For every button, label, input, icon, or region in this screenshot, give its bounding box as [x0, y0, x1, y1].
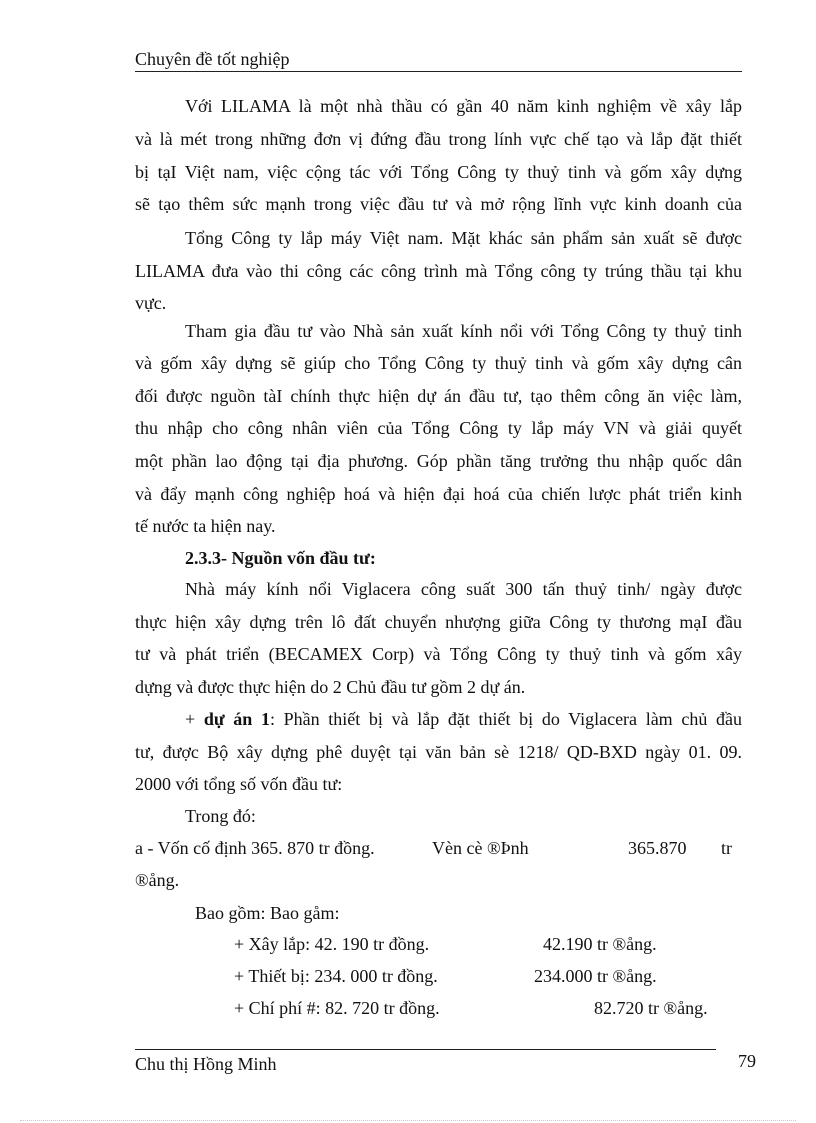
paragraph-line: và là mét trong những đơn vị đứng đầu trong lính vực chế tạo và lắp đặt thiết [135, 129, 742, 149]
fixed-capital-unit: tr [721, 838, 732, 858]
paragraph-line: Tổng Công ty lắp máy Việt nam. Mặt khác sản phẩm sản xuất sẽ được [185, 228, 742, 248]
paragraph-line: Nhà máy kính nổi Viglacera công suất 300 tấn thuỷ tinh/ ngày được [185, 579, 742, 599]
footer-author: Chu thị Hồng Minh [135, 1054, 277, 1074]
header-rule [135, 71, 742, 72]
page-edge-divider [20, 1120, 796, 1121]
paragraph-line: dựng và được thực hiện do 2 Chủ đầu tư gồm 2 dự án. [135, 677, 526, 697]
paragraph-line: đối được nguồn tàI chính thực hiện dự án đầu tư, tạo thêm công ăn việc làm, [135, 386, 742, 406]
trong-do-label: Trong đó: [185, 806, 256, 826]
paragraph-line: Với LILAMA là một nhà thầu có gần 40 năm kinh nghiệm về xây lắp [185, 96, 742, 116]
paragraph-line: và đẩy mạnh công nghiệp hoá và hiện đại hoá của chiến lược phát triển kinh [135, 484, 742, 504]
paragraph-line: thực hiện xây dựng trên lô đất chuyển nhượng giữa Công ty thương mạI đầu [135, 612, 742, 632]
paragraph-line: thu nhập cho công nhân viên của Tổng Công ty lắp máy VN và giải quyết [135, 418, 742, 438]
paragraph-line: tư, được Bộ xây dựng phê duyệt tại văn bản sè 1218/ QD-BXD ngày 01. 09. [135, 742, 742, 762]
page-header-title: Chuyên đề tốt nghiệp [135, 49, 290, 69]
paragraph-line: sẽ tạo thêm sức mạnh trong việc đầu tư và mở rộng lĩnh vực kinh doanh của [135, 194, 742, 214]
fixed-capital-garbled: Vèn cè ®Þnh [432, 838, 529, 858]
paragraph-line: LILAMA đưa vào thi công các công trình mà Tổng công ty trúng thầu tại khu [135, 261, 742, 281]
item-label: + Xây lắp: 42. 190 tr đồng. [234, 934, 430, 954]
project-label: dự án 1 [203, 709, 270, 729]
paragraph-line: vực. [135, 293, 167, 313]
project-line [185, 709, 742, 730]
fixed-capital-unit-cont: ®ång. [135, 870, 180, 890]
project-prefix: + [185, 709, 204, 729]
item-duplicate: 42.190 tr ®ång. [543, 934, 657, 954]
paragraph-line: và gốm xây dựng sẽ giúp cho Tổng Công ty thuỷ tinh và gốm xây dựng cân [135, 353, 742, 373]
project-desc: : Phần thiết bị và lắp đặt thiết bị do Viglacera làm chủ đầu [269, 709, 742, 729]
includes-label: Bao gồm: Bao gåm: [195, 903, 340, 923]
fixed-capital-amount: 365.870 [628, 838, 687, 858]
item-duplicate: 82.720 tr ®ång. [594, 998, 708, 1018]
footer-rule [135, 1049, 716, 1050]
paragraph-line: tế nước ta hiện nay. [135, 516, 276, 536]
item-label: + Chí phí #: 82. 720 tr đồng. [234, 998, 440, 1018]
page-number: 79 [738, 1051, 756, 1071]
paragraph-line: bị tạI Việt nam, việc cộng tác với Tổng Công ty thuỷ tinh và gốm xây dựng [135, 162, 742, 182]
section-heading: 2.3.3- Nguồn vốn đầu tư: [185, 548, 376, 568]
paragraph-line: Tham gia đầu tư vào Nhà sản xuất kính nổi với Tổng Công ty thuỷ tinh [185, 321, 742, 341]
paragraph-line: một phần lao động tại địa phương. Góp phần tăng trưởng thu nhập quốc dân [135, 451, 742, 471]
item-duplicate: 234.000 tr ®ång. [534, 966, 657, 986]
paragraph-line: 2000 với tổng số vốn đầu tư: [135, 774, 343, 794]
fixed-capital-label: a - Vốn cố định 365. 870 tr đồng. [135, 838, 375, 858]
item-label: + Thiết bị: 234. 000 tr đồng. [234, 966, 438, 986]
paragraph-line: tư và phát triển (BECAMEX Corp) và Tổng Công ty thuỷ tinh và gốm xây [135, 644, 742, 664]
